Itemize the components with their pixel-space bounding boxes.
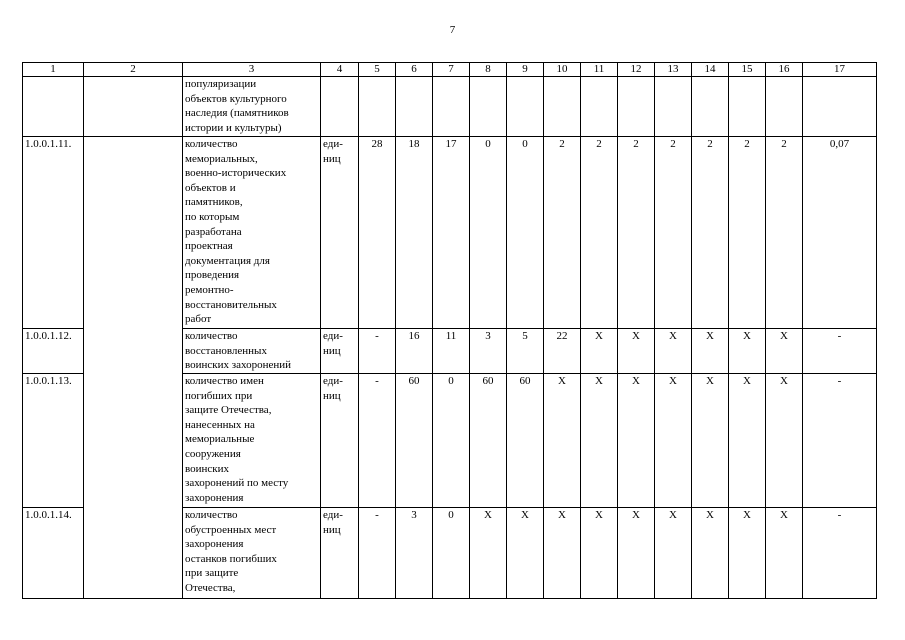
value-cell [729,77,766,137]
value-cell: 11 [433,329,470,374]
indicator-name [183,329,321,374]
column-number-cell: 17 [803,63,877,77]
value-cell: 22 [544,329,581,374]
value-cell: X [655,329,692,374]
value-cell: X [618,508,655,599]
value-cell: X [581,329,618,374]
value-cell: X [729,329,766,374]
indicator-name-line: воинских [185,462,230,475]
value-cell: X [729,374,766,508]
indicators-table [22,62,877,599]
value-cell: 28 [359,137,396,329]
value-cell: 0 [433,508,470,599]
unit-of-measure [321,77,359,137]
indicator-name-line: воинских захоронений [185,359,291,372]
value-cell: - [803,374,877,508]
value-cell: X [766,508,803,599]
value-cell: 3 [470,329,507,374]
value-cell: X [470,508,507,599]
value-cell: X [618,374,655,508]
indicator-name [183,374,321,508]
value-cell: X [766,374,803,508]
indicator-name-line: количество [185,330,238,342]
indicator-name [183,508,321,599]
value-cell: X [618,329,655,374]
indicator-name-line: защите Отечества, [185,404,272,417]
indicator-name-line: объектов и [185,181,236,194]
indicator-name-line: мемориальные [185,433,255,446]
value-cell: 16 [396,329,433,374]
value-cell: X [766,329,803,374]
value-cell: - [359,374,396,508]
column-number-row [23,63,877,77]
value-cell: 2 [655,137,692,329]
value-cell [803,77,877,137]
indicator-code: 1.0.0.1.14. [23,508,84,599]
table-row [23,137,877,329]
column-number-cell: 15 [729,63,766,77]
indicator-name-line: погибших при [185,389,253,402]
value-cell: 0 [507,137,544,329]
table-row [23,77,877,137]
value-cell: 2 [581,137,618,329]
column-number-cell: 10 [544,63,581,77]
indicator-name [183,137,321,329]
value-cell [507,77,544,137]
value-cell: X [507,508,544,599]
unit-of-measure [321,137,359,329]
unit-of-measure [321,508,359,599]
indicator-name-line: проектная [185,240,233,253]
value-cell [655,77,692,137]
indicator-name-line: количество [185,509,238,521]
column-number-cell: 6 [396,63,433,77]
value-cell: X [655,508,692,599]
column-number-cell: 8 [470,63,507,77]
indicator-name-line: ремонтно- [185,283,234,296]
column-number-cell: 1 [23,63,84,77]
value-cell: X [692,508,729,599]
indicator-name-line: по которым [185,210,240,223]
indicator-name-line: количество имен [185,375,264,387]
value-cell [766,77,803,137]
column-number-cell: 12 [618,63,655,77]
unit-line: ниц [323,389,341,402]
indicator-name-line: захоронений по месту [185,477,289,490]
value-cell: X [581,508,618,599]
indicator-name-line: Отечества, [185,581,236,594]
indicator-name-line: проведения [185,269,240,282]
value-cell: - [359,508,396,599]
column-number-cell: 13 [655,63,692,77]
value-cell: 0 [433,374,470,508]
value-cell: 60 [507,374,544,508]
indicator-name-line: мемориальных, [185,152,258,165]
value-cell: 5 [507,329,544,374]
value-cell: X [729,508,766,599]
page-number: 7 [449,24,456,36]
column-number-cell: 3 [183,63,321,77]
indicator-name-line: военно-исторических [185,167,287,180]
value-cell: - [359,329,396,374]
indicator-name-line: восстановительных [185,298,277,311]
unit-line: ниц [323,523,341,536]
value-cell [544,77,581,137]
indicator-code: 1.0.0.1.12. [23,329,84,374]
value-cell: 0 [470,137,507,329]
unit-of-measure [321,329,359,374]
indicator-code [23,77,84,137]
indicator-name [183,77,321,137]
value-cell [581,77,618,137]
indicator-name-line: популяризации [185,78,257,90]
value-cell: X [544,374,581,508]
unit-line: еди- [323,138,343,150]
indicator-name-line: обустроенных мест [185,523,277,536]
value-cell: 3 [396,508,433,599]
unit-line: еди- [323,375,343,387]
column-number-cell: 5 [359,63,396,77]
indicator-name-line: документация для [185,254,270,267]
indicator-name-line: разработана [185,225,242,238]
unit-line: ниц [323,344,341,357]
unit-of-measure [321,374,359,508]
value-cell: 2 [544,137,581,329]
value-cell: 0,07 [803,137,877,329]
value-cell [618,77,655,137]
column-number-cell: 11 [581,63,618,77]
indicator-code: 1.0.0.1.11. [23,137,84,329]
value-cell [692,77,729,137]
indicator-name-line: останков погибших [185,552,277,565]
blank-merged-cell [84,137,183,599]
unit-line: еди- [323,330,343,342]
value-cell [470,77,507,137]
value-cell: - [803,329,877,374]
blank-cell [84,77,183,137]
column-number-cell: 7 [433,63,470,77]
value-cell: 17 [433,137,470,329]
value-cell: 60 [470,374,507,508]
indicator-name-line: захоронения [185,538,244,551]
value-cell: X [581,374,618,508]
value-cell: 2 [692,137,729,329]
value-cell: 60 [396,374,433,508]
value-cell: X [692,329,729,374]
indicator-name-line: количество [185,138,238,150]
indicator-name-line: захоронения [185,491,244,504]
value-cell [396,77,433,137]
indicator-name-line: памятников, [185,196,243,209]
indicator-name-line: нанесенных на [185,418,255,431]
column-number-cell: 9 [507,63,544,77]
indicator-name-line: объектов культурного [185,92,287,105]
value-cell [359,77,396,137]
value-cell: X [655,374,692,508]
value-cell: 18 [396,137,433,329]
indicator-name-line: наследия (памятников [185,107,289,120]
value-cell: 2 [618,137,655,329]
column-number-cell: 2 [84,63,183,77]
indicator-name-line: при защите [185,567,239,580]
value-cell: 2 [766,137,803,329]
value-cell: - [803,508,877,599]
unit-line: ниц [323,152,341,165]
indicator-name-line: работ [185,313,212,326]
value-cell: X [544,508,581,599]
indicator-name-line: сооружения [185,447,241,460]
column-number-cell: 4 [321,63,359,77]
indicator-name-line: истории и культуры) [185,121,282,134]
column-number-cell: 14 [692,63,729,77]
unit-line: еди- [323,509,343,521]
value-cell [433,77,470,137]
indicator-name-line: восстановленных [185,344,267,357]
value-cell: X [692,374,729,508]
value-cell: 2 [729,137,766,329]
indicator-code: 1.0.0.1.13. [23,374,84,508]
column-number-cell: 16 [766,63,803,77]
